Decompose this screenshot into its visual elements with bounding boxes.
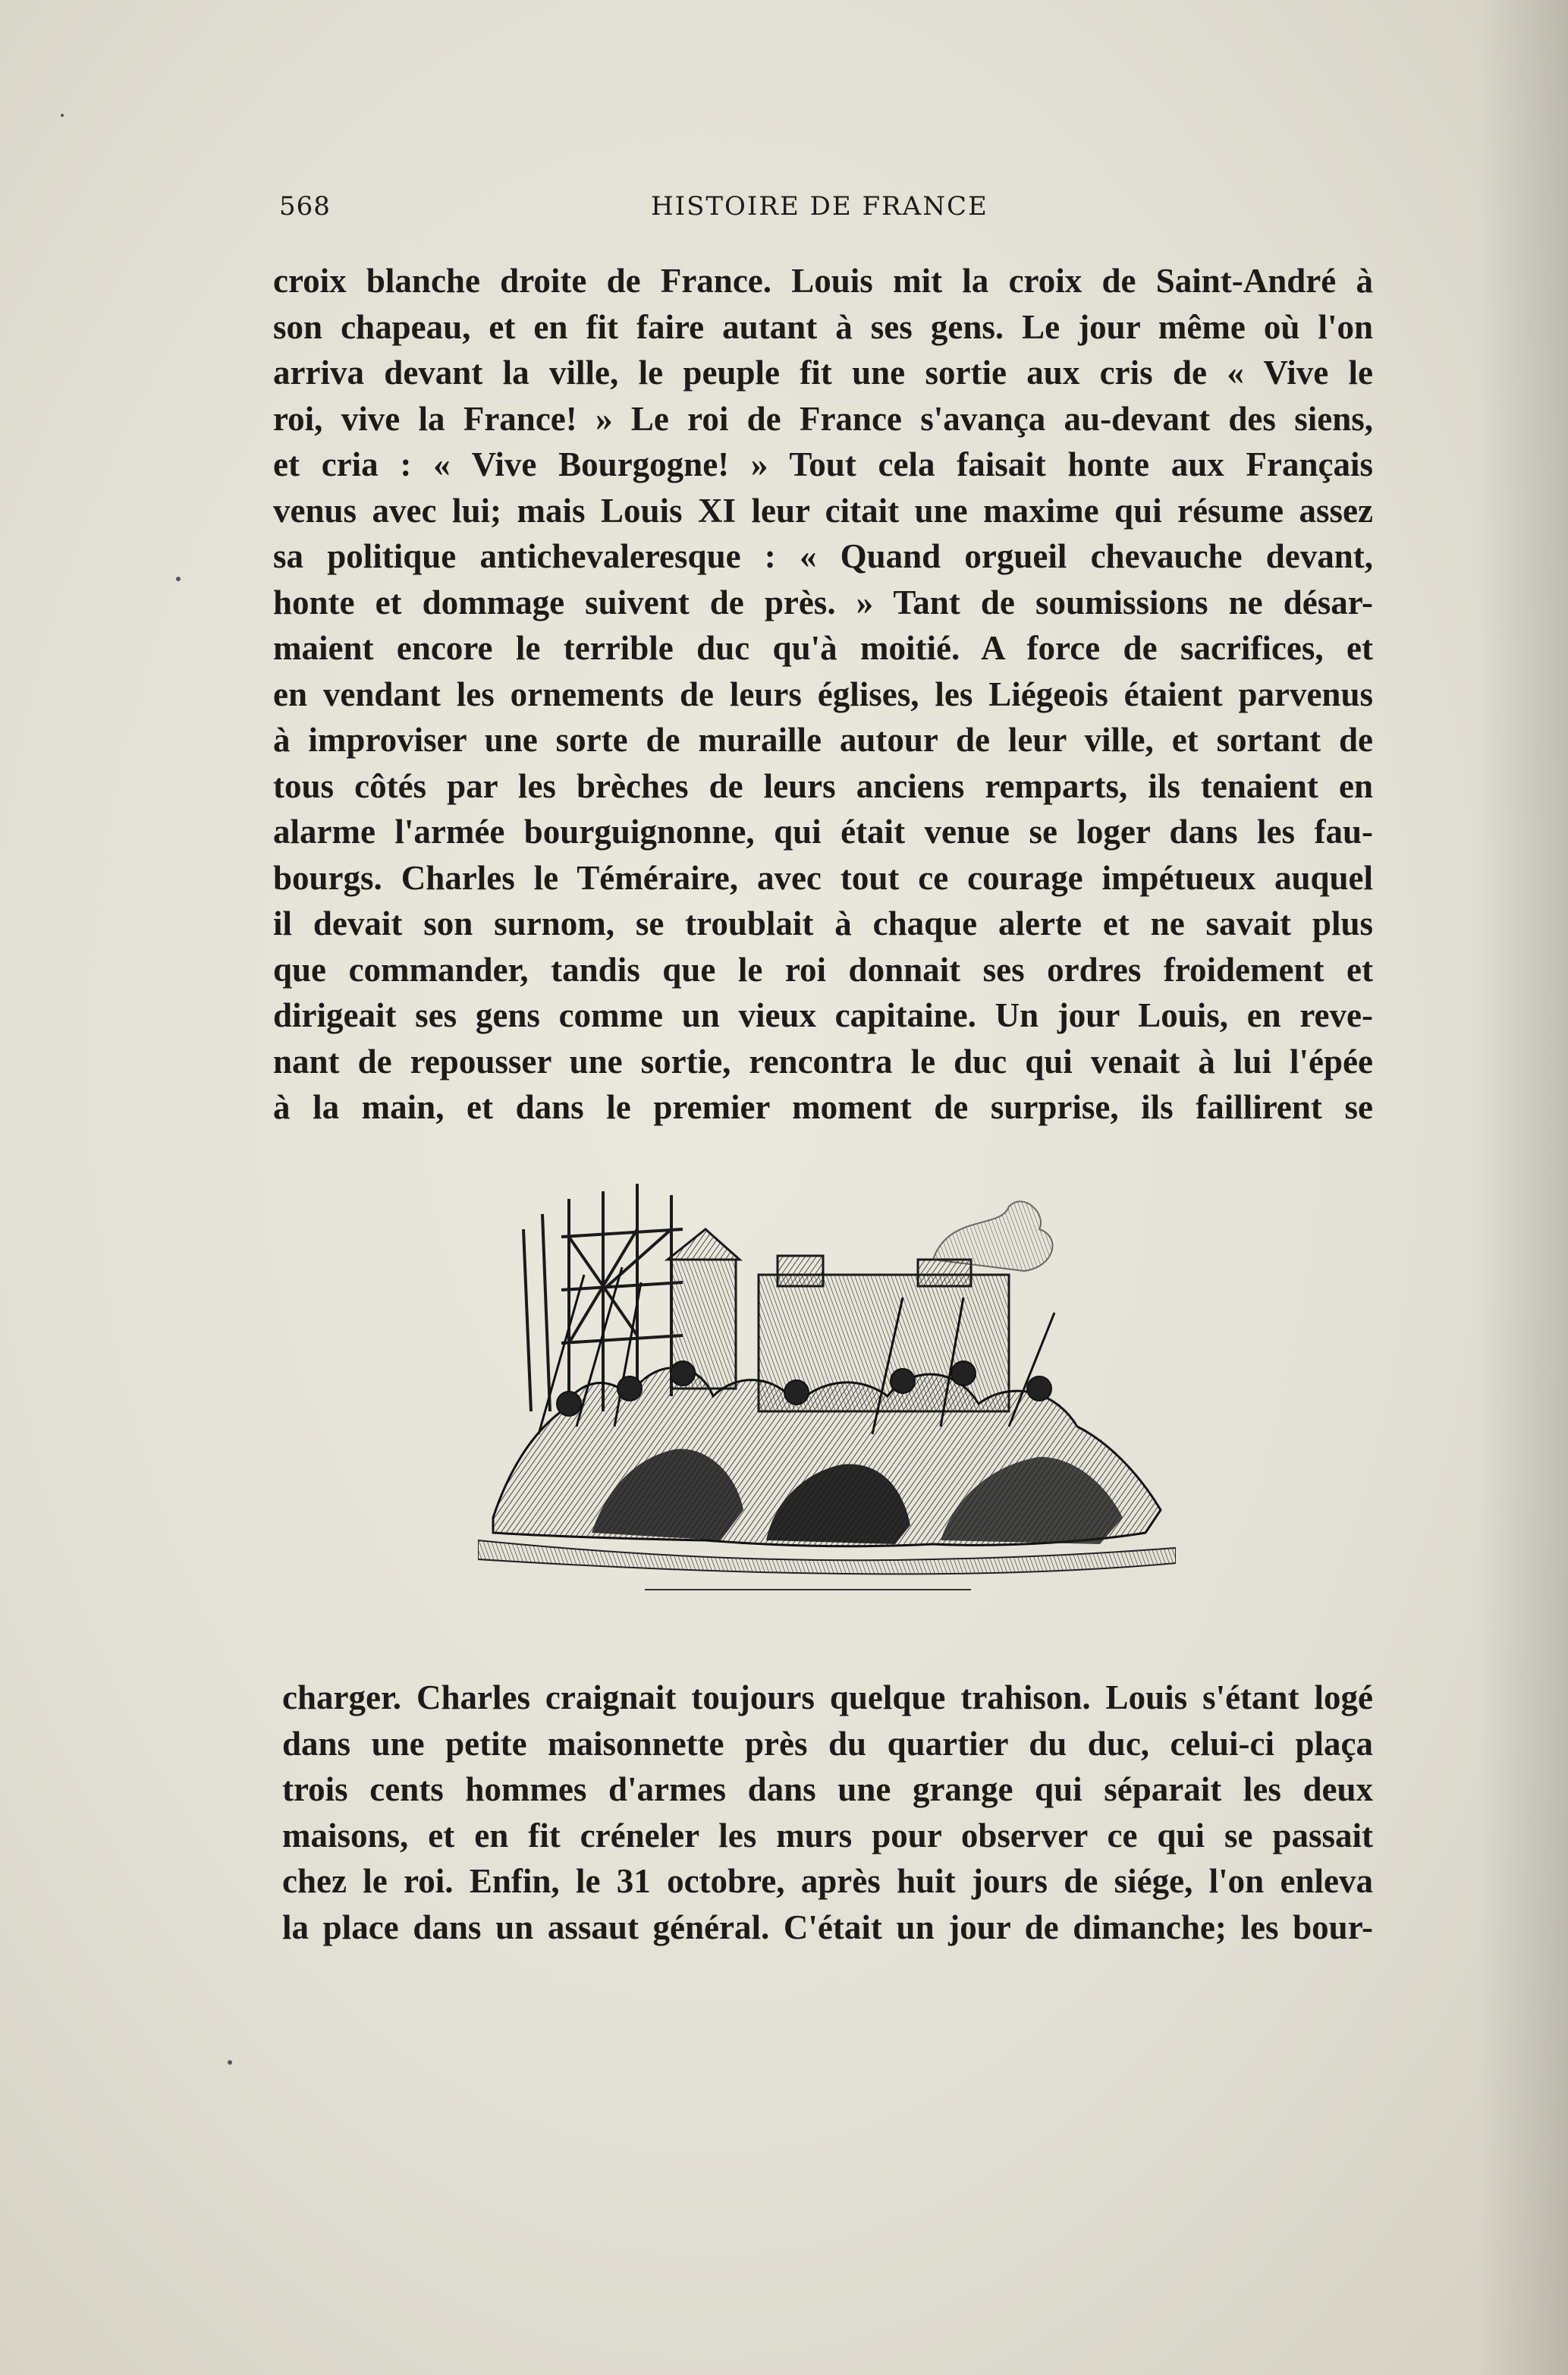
text-line: maisons, et en fit créneler les murs pour observer ce qui se passait — [282, 1816, 1373, 1854]
text-line: charger. Charles craignait toujours quelque trahison. Louis s'étant logé — [282, 1678, 1373, 1716]
text-line: et cria : « Vive Bourgogne! » Tout cela faisait honte aux Français — [273, 445, 1373, 483]
text-line: maient encore le terrible duc qu'à moitié. A force de sacrifices, et — [273, 629, 1373, 667]
text-line: en vendant les ornements de leurs églises, les Liégeois étaient parvenus — [273, 675, 1373, 713]
page-edge-shadow — [1477, 0, 1568, 2375]
text-line: à la main, et dans le premier moment de surprise, ils faillirent se — [273, 1088, 1373, 1126]
text-line: venus avec lui; mais Louis XI leur citait une maxime qui résume assez — [273, 491, 1373, 530]
text-line: nant de repousser une sortie, rencontra le duc qui venait à lui l'épée — [273, 1042, 1373, 1081]
paper-speck — [61, 114, 64, 117]
page-header — [279, 191, 1379, 229]
text-line: dans une petite maisonnette près du quartier du duc, celui-ci plaça — [282, 1724, 1373, 1763]
paper-speck — [228, 2060, 232, 2065]
body-text-top — [273, 258, 1373, 1131]
text-line: bourgs. Charles le Téméraire, avec tout ce courage impétueux auquel — [273, 858, 1373, 897]
text-line: arriva devant la ville, le peuple fit une sortie aux cris de « Vive le — [273, 354, 1373, 392]
text-line: roi, vive la France! » Le roi de France s'avança au-devant des siens, — [273, 399, 1373, 438]
text-line: son chapeau, et en fit faire autant à ses gens. Le jour même où l'on — [273, 307, 1373, 346]
text-line: à improviser une sorte de muraille autour de leur ville, et sortant de — [273, 721, 1373, 759]
text-line: honte et dommage suivent de près. » Tant de soumissions ne désar- — [273, 583, 1373, 621]
text-line: trois cents hommes d'armes dans une grange qui séparait les deux — [282, 1770, 1373, 1808]
text-line: sa politique antichevaleresque : « Quand orgueil chevauche devant, — [273, 537, 1373, 575]
body-text-bottom — [282, 1675, 1373, 1950]
text-line: alarme l'armée bourguignonne, qui était venue se loger dans les fau- — [273, 813, 1373, 851]
text-line: que commander, tandis que le roi donnait ses ordres froidement et — [273, 950, 1373, 989]
page-number: 568 — [279, 191, 331, 222]
engraving-battle-scene-icon — [478, 1184, 1176, 1593]
text-line: dirigeait ses gens comme un vieux capitaine. Un jour Louis, en reve- — [273, 996, 1373, 1034]
text-line: la place dans un assaut général. C'était un jour de dimanche; les bour- — [282, 1908, 1373, 1946]
running-head: HISTOIRE DE FRANCE — [651, 191, 988, 222]
text-line: chez le roi. Enfin, le 31 octobre, après huit jours de siége, l'on enleva — [282, 1862, 1373, 1900]
text-line: il devait son surnom, se troublait à chaque alerte et ne savait plus — [273, 904, 1373, 942]
text-line: croix blanche droite de France. Louis mit la croix de Saint-André à — [273, 262, 1373, 300]
text-line: tous côtés par les brèches de leurs anciens remparts, ils tenaient en — [273, 766, 1373, 805]
paper-speck — [176, 577, 181, 581]
